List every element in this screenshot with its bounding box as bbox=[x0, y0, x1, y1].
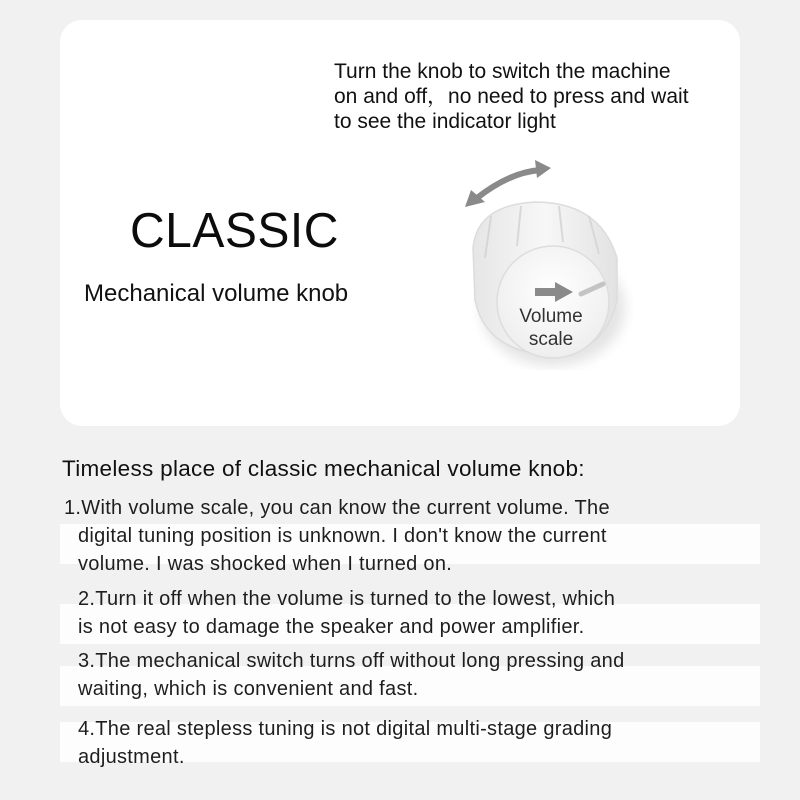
feature-line: waiting, which is convenient and fast. bbox=[78, 678, 419, 700]
knob-hint-text bbox=[334, 59, 754, 134]
rotate-arrow-icon bbox=[465, 160, 551, 207]
feature-item bbox=[78, 647, 758, 703]
knob-label-line: scale bbox=[528, 329, 574, 350]
feature-line: 4.The real stepless tuning is not digital multi-stage grading bbox=[78, 718, 613, 740]
feature-item bbox=[78, 715, 758, 771]
feature-line: digital tuning position is unknown. I don't know the current bbox=[78, 525, 607, 547]
hint-line: on and off，no need to press and wait bbox=[334, 85, 689, 108]
feature-line: 3.The mechanical switch turns off without long pressing and bbox=[78, 650, 625, 672]
feature-line: 1.With volume scale, you can know the current volume. The bbox=[64, 497, 610, 519]
feature-item bbox=[78, 585, 758, 641]
knob-scale-label bbox=[503, 305, 599, 351]
feature-item bbox=[62, 494, 742, 578]
page-title: CLASSIC bbox=[130, 204, 339, 258]
feature-line: is not easy to damage the speaker and power amplifier. bbox=[78, 616, 585, 638]
feature-line: adjustment. bbox=[78, 746, 185, 768]
page-subtitle: Mechanical volume knob bbox=[84, 280, 349, 307]
features-heading: Timeless place of classic mechanical volume knob: bbox=[62, 456, 585, 481]
hint-line: to see the indicator light bbox=[334, 110, 556, 133]
feature-line: 2.Turn it off when the volume is turned to the lowest, which bbox=[78, 588, 616, 610]
hint-line: Turn the knob to switch the machine bbox=[334, 60, 671, 83]
feature-line: volume. I was shocked when I turned on. bbox=[78, 553, 453, 575]
knob-label-line: Volume bbox=[519, 306, 583, 327]
